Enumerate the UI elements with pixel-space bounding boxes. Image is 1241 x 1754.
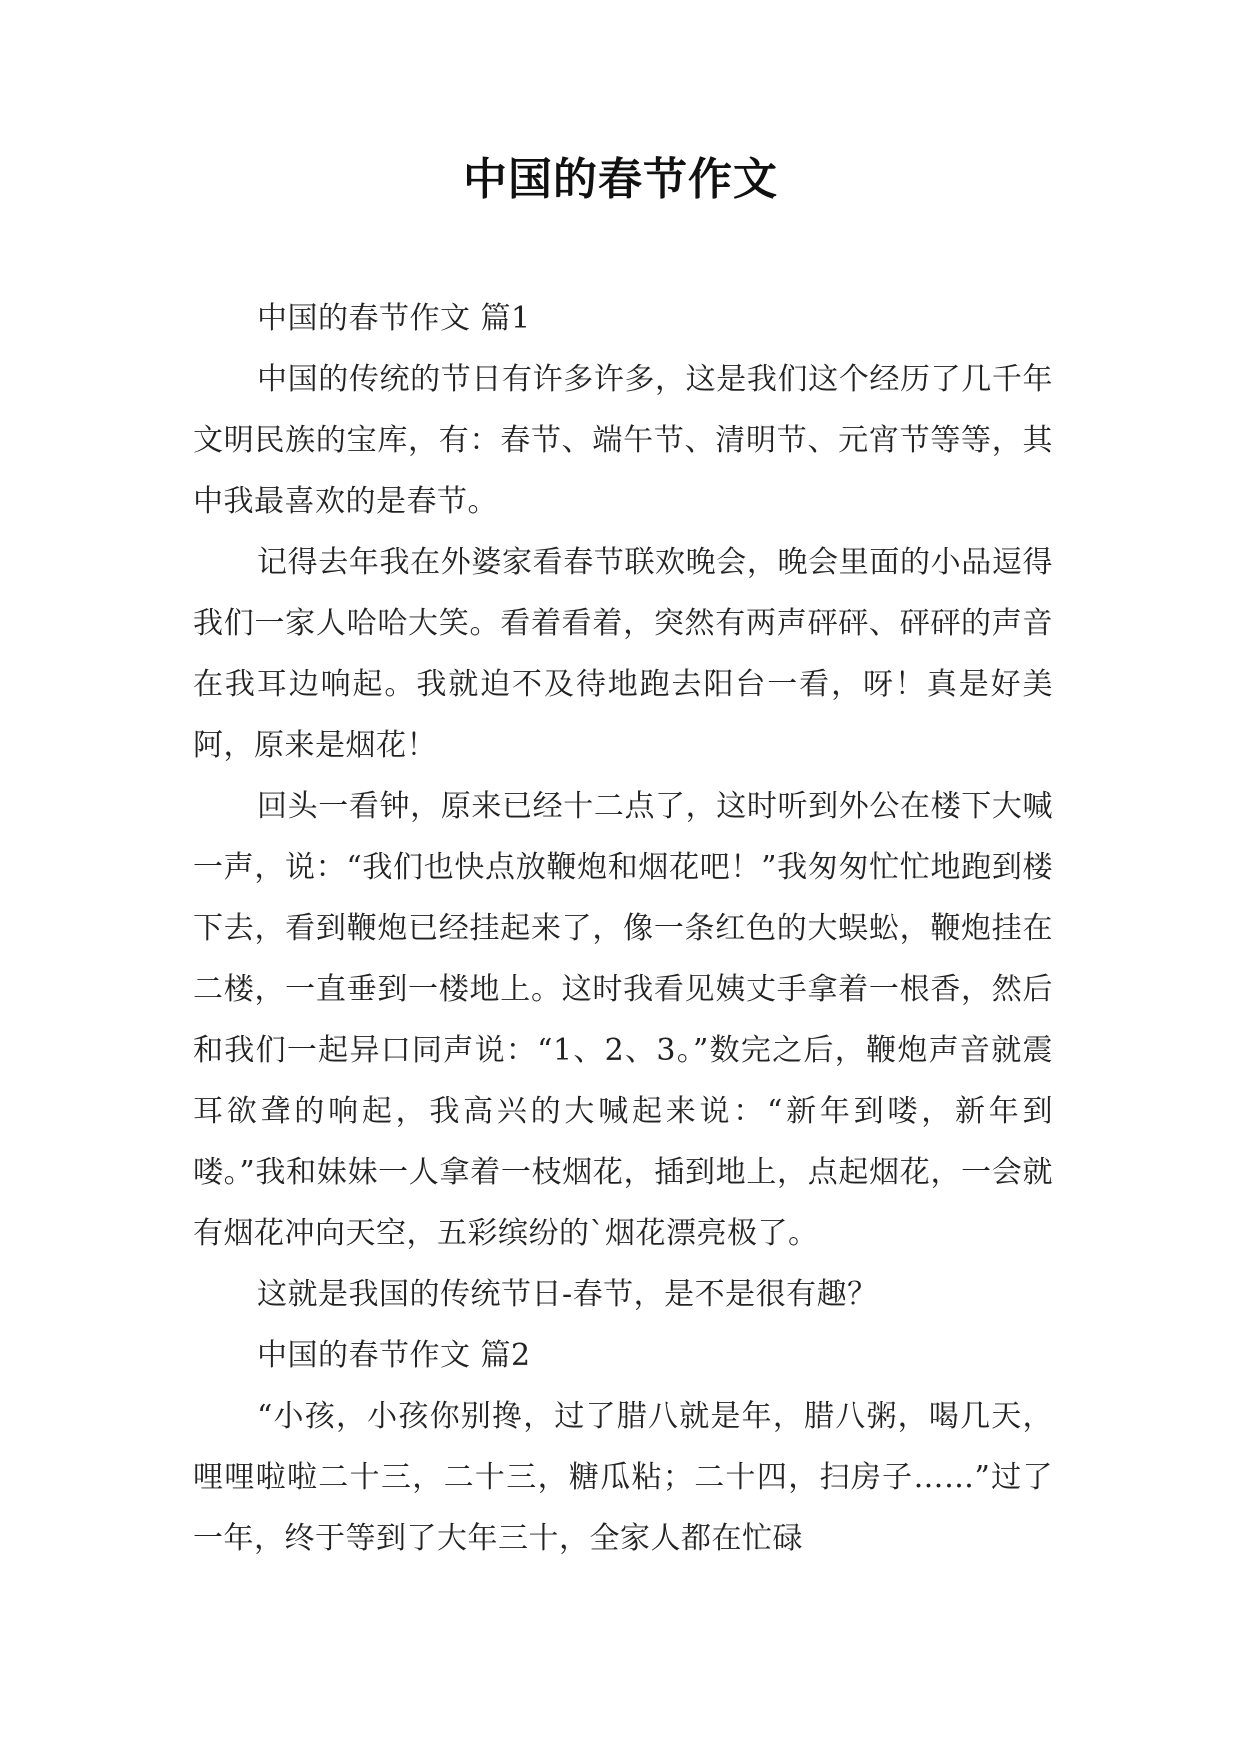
document-body — [193, 288, 1053, 1569]
paragraph: 记得去年我在外婆家看春节联欢晚会，晚会里面的小品逗得我们一家人哈哈大笑。看着看着，突然有两声砰砰、砰砰的声音在我耳边响起。我就迫不及待地跑去阳台一看，呀！真是好美阿，原来是烟花！ — [193, 545, 1053, 763]
paragraph: “小孩，小孩你别搀，过了腊八就是年，腊八粥，喝几天，哩哩啦啦二十三，二十三，糖瓜粘；二十四，扫房子……”过了一年，终于等到了大年三十，全家人都在忙碌 — [193, 1399, 1053, 1556]
paragraph: 中国的传统的节日有许多许多，这是我们这个经历了几千年文明民族的宝库，有：春节、端午节、清明节、元宵节等等，其中我最喜欢的是春节。 — [193, 362, 1053, 519]
section-heading-2: 中国的春节作文 篇2 — [257, 1338, 531, 1373]
paragraph: 回头一看钟，原来已经十二点了，这时听到外公在楼下大喊一声，说：“我们也快点放鞭炮和烟花吧！”我匆匆忙忙地跑到楼下去，看到鞭炮已经挂起来了，像一条红色的大蜈蚣，鞭炮挂在二楼，一直垂到一楼地上。这时我看见姨丈手拿着一根香，然后和我们一起异口同声说：“1、2、3。”数完之后，鞭炮声音就震耳欲聋的响起，我高兴的大喊起来说：“新年到喽，新年到喽。”我和妹妹一人拿着一枝烟花，插到地上，点起烟花，一会就有烟花冲向天空，五彩缤纷的`烟花漂亮极了。 — [193, 789, 1053, 1251]
document-title: 中国的春节作文 — [463, 154, 778, 205]
section-heading-1: 中国的春节作文 篇1 — [257, 301, 531, 336]
paragraph: 这就是我国的传统节日-春节，是不是很有趣？ — [257, 1277, 878, 1312]
